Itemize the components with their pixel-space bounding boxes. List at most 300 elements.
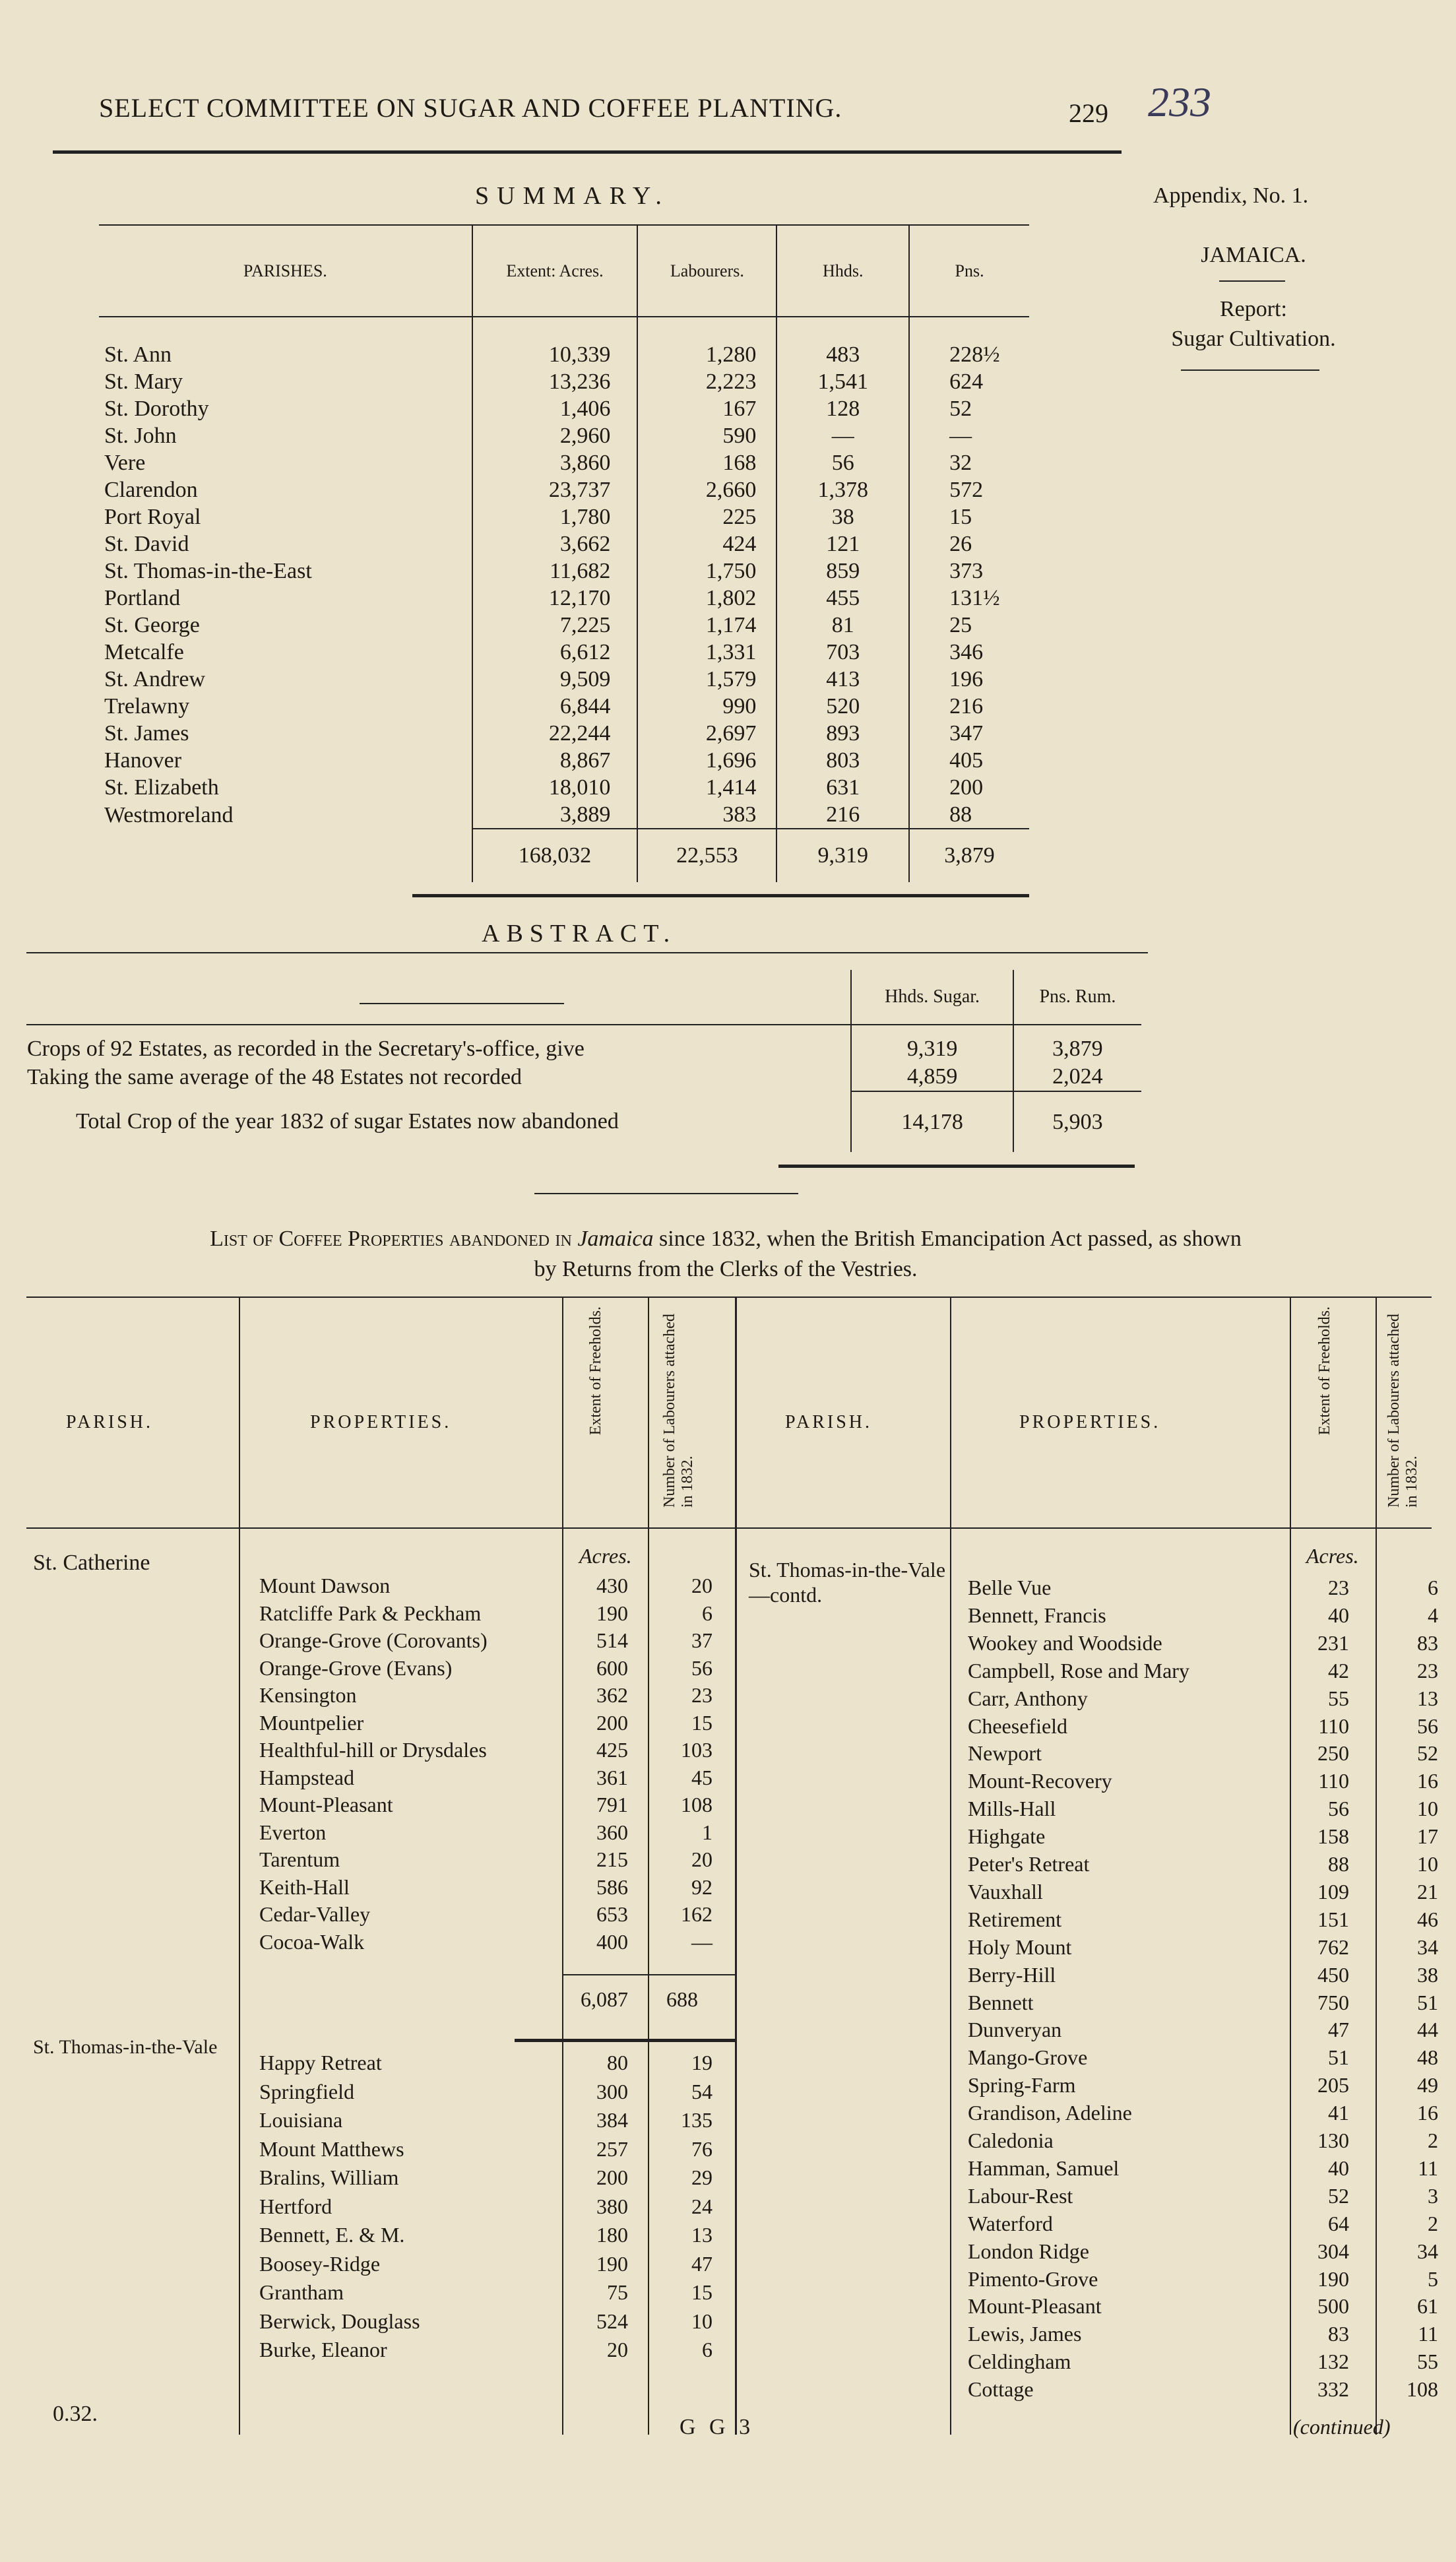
property-labourers: 29 [691,2165,712,2189]
property-extent: 132 [1317,2350,1349,2374]
coffee-list-heading-prefix: List of Coffee Properties abandoned in [210,1227,572,1251]
summary-labourers: 225 [637,503,776,530]
property-name: Carr, Anthony [968,1686,1088,1710]
property-extent: 51 [1328,2045,1349,2070]
summary-labourers: 2,697 [637,720,776,747]
property-name: Mountpelier [259,1710,364,1735]
property-extent: 524 [596,2309,628,2333]
summary-labourers: 1,174 [637,612,776,639]
summary-extent: 9,509 [472,666,638,693]
property-extent: 110 [1318,1769,1349,1793]
summary-labourers: 1,579 [637,666,776,693]
sidebar-rule [1181,369,1319,371]
abstract-total-row [26,1091,1141,1152]
summary-hhds: 455 [776,585,909,612]
property-extent: 384 [596,2108,628,2132]
property-extent: 20 [607,2338,628,2361]
property-labourers: 4 [1428,1603,1438,1627]
page-number: 229 [1069,98,1108,128]
footer-left-mark: 0.32. [53,2402,98,2426]
abstract-total-sugar: 14,178 [851,1091,1013,1152]
property-name: Mount Dawson [259,1574,391,1597]
summary-labourers: 1,750 [637,558,776,585]
property-name: Boosey-Ridge [259,2251,381,2276]
parish-st-thomas-in-the-vale: St. Thomas-in-the-Vale [33,2036,218,2058]
divider [648,1297,649,2435]
summary-extent: 18,010 [472,774,638,801]
left-units: Acres. [579,1544,632,1568]
property-extent: 151 [1317,1907,1349,1931]
property-labourers: 44 [1417,2018,1438,2042]
abstract-row [26,1063,1141,1091]
abstract-col-rum: Pns. Rum. [1013,970,1141,1025]
summary-parish: Westmoreland [104,802,234,827]
summary-parish: St. David [104,532,189,556]
summary-pns: — [909,422,1029,449]
summary-total: 9,319 [776,829,909,882]
property-labourers: 83 [1417,1630,1438,1655]
property-extent: 791 [596,1793,628,1816]
abstract-title: ABSTRACT. [482,920,677,947]
abstract-row-rum: 3,879 [1013,1025,1141,1063]
property-labourers: 2 [1428,2211,1438,2235]
summary-pns: 624 [909,368,1029,395]
summary-title: SUMMARY. [475,182,670,210]
summary-pns: 52 [909,395,1029,422]
property-extent: 430 [596,1574,628,1597]
property-extent: 514 [596,1628,628,1652]
property-name: Newport [968,1741,1042,1766]
divider [1376,1297,1377,2435]
property-name: Belle Vue [968,1576,1052,1599]
property-extent: 41 [1328,2101,1349,2125]
property-extent: 450 [1317,1962,1349,1987]
property-labourers: — [691,1929,712,1954]
property-extent: 40 [1328,1603,1349,1627]
property-name: Mills-Hall [968,1797,1056,1821]
property-extent: 42 [1328,1658,1349,1682]
subtotal-extent: 6,087 [581,1987,628,2011]
summary-labourers: 590 [637,422,776,449]
abstract-total-rum: 5,903 [1013,1091,1141,1152]
summary-extent: 3,860 [472,449,638,476]
property-extent: 380 [596,2194,628,2218]
property-labourers: 6 [702,2338,712,2361]
summary-extent: 3,889 [472,801,638,829]
property-labourers: 52 [1417,1741,1438,1766]
property-extent: 500 [1317,2294,1349,2319]
summary-bottom-rule [412,894,1029,897]
property-extent: 55 [1328,1686,1349,1710]
property-extent: 190 [596,2251,628,2276]
property-extent: 180 [596,2223,628,2247]
property-name: Pimento-Grove [968,2266,1098,2291]
region-label: JAMAICA. [1201,243,1306,267]
footer-signature: G G 3 [680,2415,755,2439]
right-col-properties: PROPERTIES. [1019,1412,1161,1432]
property-labourers: 135 [681,2108,712,2132]
property-labourers: 5 [1428,2266,1438,2291]
summary-row [99,666,1029,693]
abstract-row-rum: 2,024 [1013,1063,1141,1091]
summary-extent: 2,960 [472,422,638,449]
summary-extent: 12,170 [472,585,638,612]
summary-hhds: 803 [776,747,909,774]
property-name: Cheesefield [968,1713,1068,1738]
property-name: Hertford [259,2194,332,2218]
summary-parish: Vere [104,451,146,475]
summary-hhds: 703 [776,639,909,666]
summary-col-pns: Pns. [909,225,1029,317]
property-labourers: 11 [1418,2322,1438,2346]
summary-row [99,774,1029,801]
list-top-rule [534,1193,798,1194]
summary-extent: 22,244 [472,720,638,747]
property-extent: 75 [607,2280,628,2304]
property-labourers: 92 [691,1874,712,1899]
property-extent: 300 [596,2079,628,2103]
property-name: Dunveryan [968,2018,1062,2042]
property-extent: 190 [596,1601,628,1625]
summary-row [99,368,1029,395]
property-labourers: 34 [1417,2239,1438,2263]
property-extent: 750 [1317,1990,1349,2014]
property-extent: 231 [1317,1630,1349,1655]
property-labourers: 21 [1417,1879,1438,1904]
property-name: Burke, Eleanor [259,2338,387,2361]
property-name: Cocoa-Walk [259,1929,365,1954]
property-name: Bennett, E. & M. [259,2223,405,2247]
property-labourers: 13 [1417,1686,1438,1710]
summary-parish: St. John [104,424,177,448]
property-labourers: 20 [691,1847,712,1871]
summary-hhds: 859 [776,558,909,585]
property-labourers: 11 [1418,2156,1438,2180]
summary-hhds: — [776,422,909,449]
property-labourers: 15 [691,2280,712,2304]
property-extent: 332 [1317,2377,1349,2402]
coffee-list-heading [40,1224,1412,1285]
summary-row [99,720,1029,747]
summary-hhds: 413 [776,666,909,693]
summary-row [99,801,1029,829]
property-labourers: 3 [1428,2183,1438,2208]
summary-table [99,224,1029,882]
right-units: Acres. [1306,1544,1359,1568]
summary-row [99,693,1029,720]
property-name: Bennett [968,1990,1034,2014]
property-name: Wookey and Woodside [968,1630,1162,1655]
divider [562,1297,563,2435]
summary-parish: St. Ann [104,342,172,367]
abstract-bottom-rule [778,1165,1135,1168]
property-name: Cedar-Valley [259,1902,371,1926]
property-labourers: 24 [691,2194,712,2218]
summary-pns: 25 [909,612,1029,639]
summary-hhds: 520 [776,693,909,720]
summary-parish: Metcalfe [104,640,184,664]
property-extent: 425 [596,1738,628,1762]
property-labourers: 47 [691,2251,712,2276]
summary-pns: 216 [909,693,1029,720]
summary-parish: Hanover [104,748,182,773]
property-labourers: 10 [1417,1797,1438,1821]
property-name: Cottage [968,2377,1034,2402]
subtotal-labourers: 688 [666,1987,698,2011]
property-name: Bennett, Francis [968,1603,1106,1627]
summary-parish: St. James [104,721,189,746]
property-name: Ratcliffe Park & Peckham [259,1601,482,1625]
summary-pns: 131½ [909,585,1029,612]
property-labourers: 1 [702,1820,712,1844]
summary-pns: 88 [909,801,1029,829]
property-extent: 360 [596,1820,628,1844]
summary-row [99,585,1029,612]
header-rule [53,150,1122,154]
summary-hhds: 631 [776,774,909,801]
property-extent: 215 [596,1847,628,1871]
summary-col-extent: Extent: Acres. [472,225,638,317]
abstract-total-label: Total Crop of the year 1832 of sugar Estates now abandoned [76,1109,619,1134]
abstract-row-label: Taking the same average of the 48 Estates not recorded [27,1064,522,1089]
summary-extent: 7,225 [472,612,638,639]
summary-pns: 347 [909,720,1029,747]
property-labourers: 16 [1417,1769,1438,1793]
property-labourers: 17 [1417,1824,1438,1849]
parish-st-thomas-contd: St. Thomas-in-the-Vale—contd. [749,1558,946,1607]
summary-pns: 346 [909,639,1029,666]
property-extent: 257 [596,2136,628,2161]
property-name: Mount-Pleasant [968,2294,1102,2319]
abstract-row-label: Crops of 92 Estates, as recorded in the Secretary's-office, give [27,1037,585,1061]
property-labourers: 108 [681,1793,712,1816]
summary-parish: St. George [104,613,200,637]
report-subject: Sugar Cultivation. [1171,327,1336,351]
summary-pns: 15 [909,503,1029,530]
property-extent: 362 [596,1683,628,1707]
summary-row [99,558,1029,585]
property-extent: 361 [596,1765,628,1789]
property-name: Mount-Pleasant [259,1793,393,1816]
summary-row [99,395,1029,422]
summary-parish: St. Andrew [104,667,205,691]
property-name: Orange-Grove (Corovants) [259,1628,488,1652]
property-name: Mount-Recovery [968,1769,1112,1793]
property-extent: 80 [607,2051,628,2074]
abstract-row-sugar: 9,319 [851,1025,1013,1063]
property-extent: 190 [1317,2266,1349,2291]
appendix-label: Appendix, No. 1. [1153,183,1309,208]
summary-row [99,422,1029,449]
property-labourers: 103 [681,1738,712,1762]
summary-hhds: 1,378 [776,476,909,503]
property-name: Retirement [968,1907,1062,1931]
divider [950,1297,951,2435]
abstract-top-rule [26,952,1148,953]
property-name: Highgate [968,1824,1046,1849]
property-labourers: 23 [1417,1658,1438,1682]
summary-hhds: 893 [776,720,909,747]
summary-hhds: 1,541 [776,368,909,395]
property-extent: 40 [1328,2156,1349,2180]
property-extent: 205 [1317,2073,1349,2098]
summary-row [99,639,1029,666]
property-labourers: 20 [691,1574,712,1597]
property-name: Keith-Hall [259,1874,350,1899]
coffee-list-heading-line2: by Returns from the Clerks of the Vestries. [534,1257,918,1281]
property-labourers: 16 [1417,2101,1438,2125]
summary-pns: 572 [909,476,1029,503]
property-name: Grantham [259,2280,344,2304]
property-name: Springfield [259,2079,354,2103]
summary-labourers: 1,802 [637,585,776,612]
summary-row [99,747,1029,774]
summary-extent: 3,662 [472,530,638,558]
abstract-row [26,1025,1141,1063]
abstract-row-sugar: 4,859 [851,1063,1013,1091]
property-name: Lewis, James [968,2322,1082,2346]
property-extent: 158 [1317,1824,1349,1849]
summary-pns: 200 [909,774,1029,801]
summary-parish: St. Dorothy [104,397,209,421]
summary-total: 168,032 [472,829,638,882]
property-name: Tarentum [259,1847,340,1871]
summary-parish: Portland [104,586,181,610]
property-extent: 47 [1328,2018,1349,2042]
summary-col-labourers: Labourers. [637,225,776,317]
property-name: Mango-Grove [968,2045,1088,2070]
property-name: Berry-Hill [968,1962,1056,1987]
summary-parish: St. Thomas-in-the-East [104,559,312,583]
summary-extent: 1,406 [472,395,638,422]
summary-parish: Port Royal [104,505,201,529]
property-extent: 130 [1317,2129,1349,2152]
summary-labourers: 990 [637,693,776,720]
property-labourers: 2 [1428,2129,1438,2152]
summary-hhds: 56 [776,449,909,476]
abstract-table [26,970,1141,1152]
summary-parish: St. Mary [104,369,183,394]
divider [239,1297,240,2435]
property-name: Hampstead [259,1765,354,1789]
summary-parish: St. Elizabeth [104,775,219,800]
summary-pns: 32 [909,449,1029,476]
property-extent: 88 [1328,1852,1349,1876]
coffee-header-top-rule [26,1297,1432,1298]
summary-hhds: 121 [776,530,909,558]
property-extent: 109 [1317,1879,1349,1904]
summary-pns: 405 [909,747,1029,774]
left-col-properties: PROPERTIES. [310,1412,452,1432]
property-labourers: 55 [1417,2350,1438,2374]
property-name: Peter's Retreat [968,1852,1090,1876]
right-col-labourers: Number of Labourers attached in 1832. [1385,1314,1420,1508]
property-labourers: 38 [1417,1962,1438,1987]
summary-parish: Trelawny [104,694,190,719]
property-name: Spring-Farm [968,2073,1076,2098]
property-labourers: 56 [691,1655,712,1680]
handwritten-page-number: 233 [1148,79,1211,125]
property-name: Caledonia [968,2129,1054,2152]
summary-row [99,503,1029,530]
summary-row [99,449,1029,476]
summary-col-parishes: PARISHES. [99,225,472,317]
property-name: Berwick, Douglass [259,2309,420,2333]
property-name: Mount Matthews [259,2136,404,2161]
property-extent: 653 [596,1902,628,1926]
summary-extent: 1,780 [472,503,638,530]
property-name: Vauxhall [968,1879,1043,1904]
summary-header-row [99,225,1029,317]
coffee-list-heading-suffix: since 1832, when the British Emancipation Act passed, as shown [659,1227,1242,1251]
summary-extent: 6,844 [472,693,638,720]
property-extent: 762 [1317,1935,1349,1959]
property-labourers: 15 [691,1710,712,1735]
property-labourers: 6 [702,1601,712,1625]
summary-row [99,317,1029,368]
subtotal-rule [562,1974,736,1975]
left-col-labourers: Number of Labourers attached in 1832. [661,1314,696,1508]
property-labourers: 37 [691,1628,712,1652]
summary-labourers: 167 [637,395,776,422]
property-labourers: 13 [691,2223,712,2247]
divider [735,1297,737,2435]
coffee-header-bottom-rule [26,1527,1432,1529]
summary-labourers: 424 [637,530,776,558]
summary-hhds: 216 [776,801,909,829]
property-extent: 64 [1328,2211,1349,2235]
property-extent: 600 [596,1655,628,1680]
summary-total: 22,553 [637,829,776,882]
property-extent: 56 [1328,1797,1349,1821]
property-labourers: 19 [691,2051,712,2074]
property-extent: 83 [1328,2322,1349,2346]
property-labourers: 108 [1407,2377,1438,2402]
summary-labourers: 1,280 [637,317,776,368]
right-col-extent: Extent of Freeholds. [1316,1306,1333,1436]
summary-extent: 13,236 [472,368,638,395]
property-extent: 586 [596,1874,628,1899]
property-labourers: 10 [691,2309,712,2333]
property-extent: 200 [596,2165,628,2189]
coffee-list-heading-place: Jamaica [577,1227,654,1251]
property-labourers: 23 [691,1683,712,1707]
summary-labourers: 1,696 [637,747,776,774]
left-col-parish: PARISH. [66,1412,154,1432]
property-extent: 23 [1328,1576,1349,1599]
property-extent: 200 [596,1710,628,1735]
summary-labourers: 383 [637,801,776,829]
property-name: Bralins, William [259,2165,399,2189]
subtotal-bottom-rule [515,2039,736,2042]
property-labourers: 10 [1417,1852,1438,1876]
summary-labourers: 2,223 [637,368,776,395]
property-name: Orange-Grove (Evans) [259,1655,453,1680]
property-name: Everton [259,1820,327,1844]
summary-pns: 373 [909,558,1029,585]
property-name: Happy Retreat [259,2051,382,2074]
summary-total: 3,879 [909,829,1029,882]
property-name: Labour-Rest [968,2183,1073,2208]
summary-hhds: 81 [776,612,909,639]
property-name: Celdingham [968,2350,1071,2374]
region-underline [1219,280,1285,282]
summary-extent: 6,612 [472,639,638,666]
summary-parish: Clarendon [104,478,198,502]
property-labourers: 6 [1428,1576,1438,1599]
summary-row [99,530,1029,558]
property-labourers: 56 [1417,1713,1438,1738]
